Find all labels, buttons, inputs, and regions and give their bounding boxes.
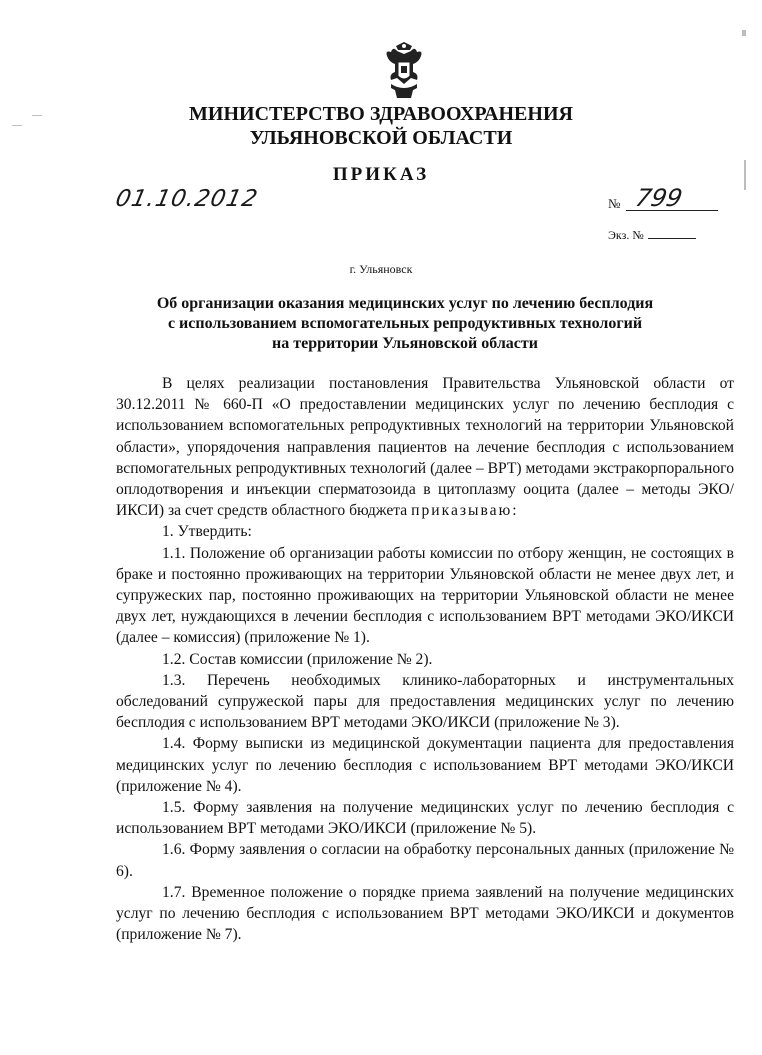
title-line1: Об организации оказания медицинских услуг по лечению бесплодия — [156, 295, 654, 312]
document-body — [116, 373, 734, 945]
intro-paragraph — [116, 373, 734, 521]
item-1-6: 1.6. Форму заявления о согласии на обработку персональных данных (приложение № 6). — [116, 841, 734, 880]
copy-number-block — [608, 228, 696, 243]
scan-mark: — — [12, 120, 22, 131]
number-label: № — [608, 196, 621, 211]
document-type: ПРИКАЗ — [332, 164, 430, 185]
item-1-4: 1.4. Форму выписки из медицинской документации пациента для предоставления медицинских услуг по лечению бесплодия с использованием ВРТ методами ЭКО/ИКСИ (приложение № 4). — [116, 735, 734, 795]
item-1: 1. Утвердить: — [162, 523, 252, 541]
scan-spot — [742, 30, 746, 36]
city: г. Ульяновск — [349, 262, 413, 276]
scan-mark: — — [32, 110, 42, 121]
ministry-name-line2: УЛЬЯНОВСКОЙ ОБЛАСТИ — [249, 127, 513, 149]
intro-end: : — [512, 502, 517, 520]
item-1-2: 1.2. Состав комиссии (приложение № 2). — [162, 650, 433, 668]
intro-command: приказываю — [411, 502, 513, 520]
handwritten-date: 01.10.2012 — [113, 186, 261, 212]
title-line3: на территории Ульяновской области — [272, 335, 538, 352]
document-title — [80, 294, 730, 354]
item-1-3: 1.3. Перечень необходимых клинико-лабораторных и инструментальных обследований супружеской пары для предоставления медицинских услуг по лечению бесплодия с использованием ВРТ методами ЭКО/ИКСИ (приложение № 3). — [116, 671, 734, 732]
item-1-1: 1.1. Положение об организации работы комиссии по отбору женщин, не состоящих в браке и постоянно проживающих на территории Ульяновской области не менее двух лет, и супружеских пар, постоянно проживающих на территории Ульяновской области не менее двух лет, нуждающихся в лечении бесплодия с использованием ВРТ методами ЭКО/ИКСИ (далее – комиссия) (приложение № 1). — [116, 544, 734, 647]
copy-underline — [648, 238, 696, 239]
item-1-5: 1.5. Форму заявления на получение медицинских услуг по лечению бесплодия с использованием ВРТ методами ЭКО/ИКСИ (приложение № 5). — [116, 799, 734, 838]
coat-of-arms-icon — [383, 42, 425, 100]
title-line2: с использованием вспомогательных репродуктивных технологий — [167, 315, 643, 332]
item-1-7: 1.7. Временное положение о порядке приема заявлений на получение медицинских услуг по лечению бесплодия с использованием ВРТ методами ЭКО/ИКСИ и документов (приложение № 7). — [116, 883, 734, 944]
order-number: 799 — [633, 184, 685, 212]
intro-text: В целях реализации постановления Правительства Ульяновской области от 30.12.2011 № 660-П «О предоставлении медицинских услуг по лечению бесплодия с использованием вспомогательных репродуктивных технологий на территории Ульяновской области», упорядочения направления пациентов на лечение бесплодия с использованием вспомогательных репродуктивных технологий (далее – ВРТ) методами экстракорпорального оплодотворения и инъекции сперматозоида в цитоплазму ооцита (далее – методы ЭКО/ИКСИ) за счет средств областного бюджета — [116, 375, 734, 520]
ministry-name-line1: МИНИСТЕРСТВО ЗДРАВООХРАНЕНИЯ — [189, 103, 573, 125]
copy-label: Экз. № — [608, 228, 644, 242]
